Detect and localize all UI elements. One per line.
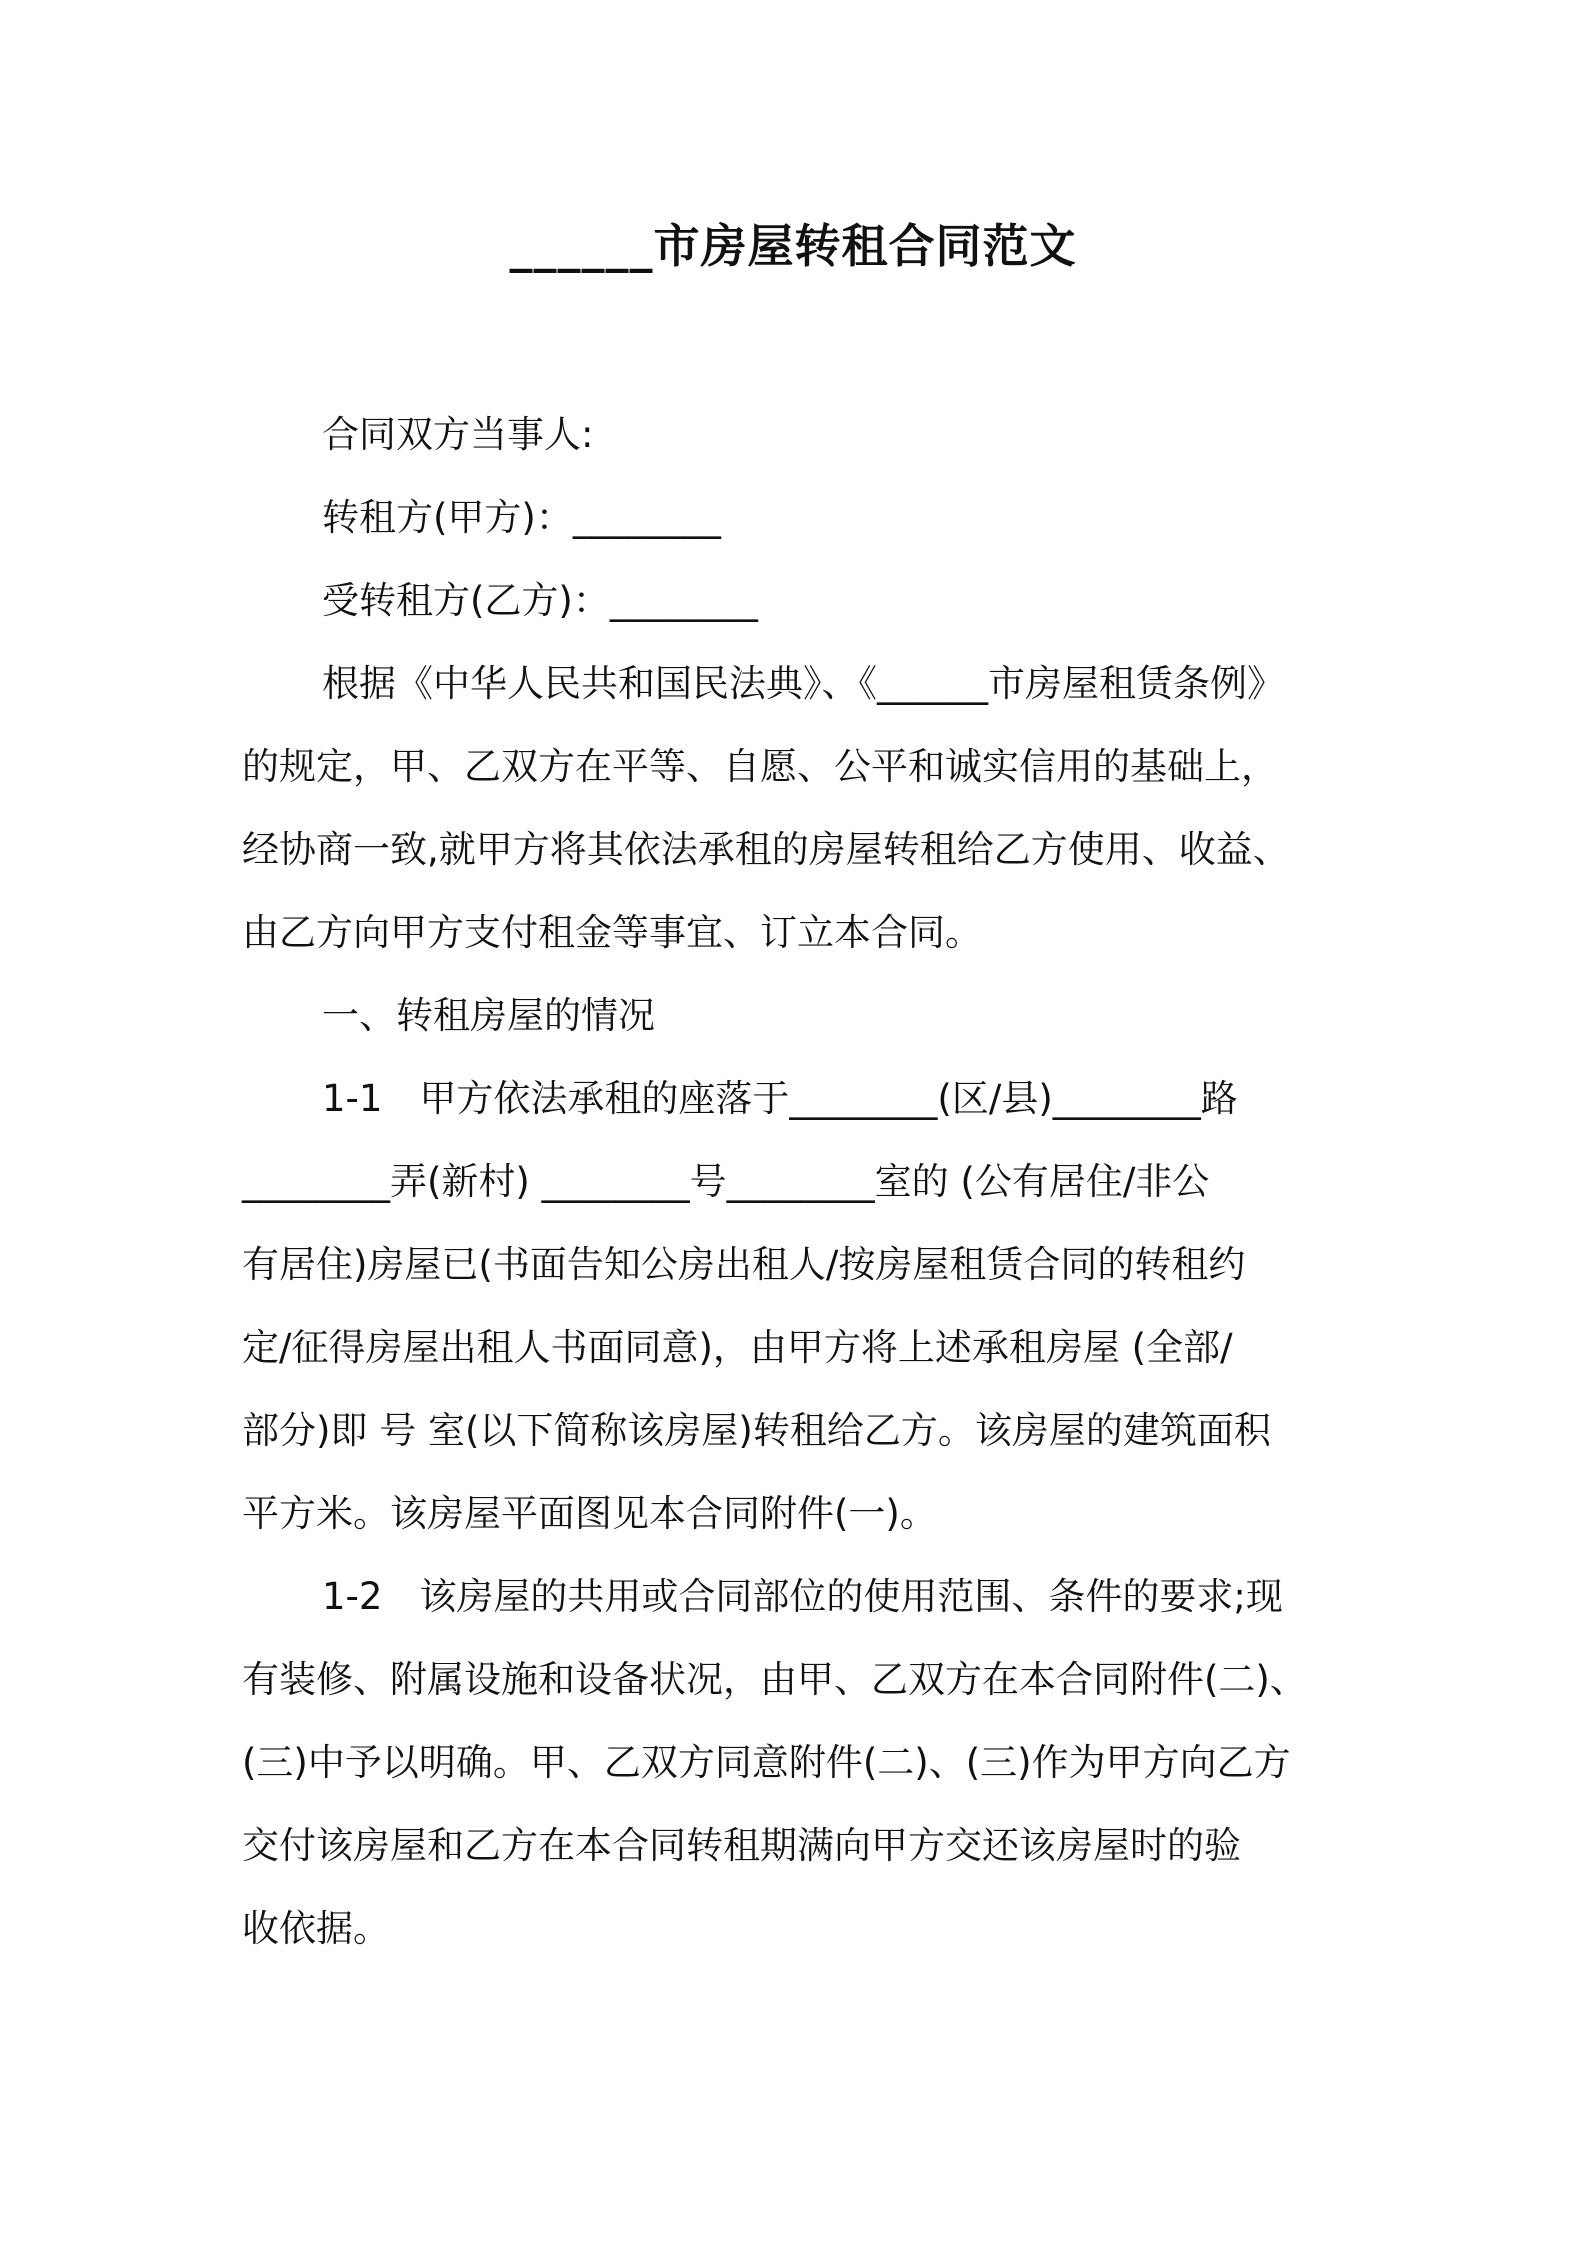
- clause-1-1-line-4: 定/征得房屋出租人书面同意)，由甲方将上述承租房屋 (全部/: [242, 1326, 1233, 1369]
- preamble-line-3: 经协商一致,就甲方将其依法承租的房屋转租给乙方使用、收益、: [242, 828, 1290, 871]
- sublessor-line: 转租方(甲方)：________: [322, 496, 721, 539]
- clause-1-1-line-5: 部分)即 号 室(以下简称该房屋)转租给乙方。该房屋的建筑面积: [242, 1409, 1271, 1452]
- clause-1-2-line-3: (三)中予以明确。甲、乙双方同意附件(二)、(三)作为甲方向乙方: [242, 1741, 1291, 1784]
- clause-1-2-line-4: 交付该房屋和乙方在本合同转租期满向甲方交还该房屋时的验: [242, 1824, 1241, 1867]
- section-1-heading: 一、转租房屋的情况: [322, 994, 655, 1037]
- clause-1-1-line-1: 1-1 甲方依法承租的座落于________(区/县)________路: [322, 1077, 1238, 1120]
- preamble-line-2: 的规定，甲、乙双方在平等、自愿、公平和诚实信用的基础上，: [242, 745, 1278, 788]
- preamble-line-4: 由乙方向甲方支付租金等事宜、订立本合同。: [242, 911, 982, 954]
- clause-1-1-line-2: ________弄(新村) ________号________室的 (公有居住/非公: [242, 1160, 1210, 1203]
- clause-1-2-line-5: 收依据。: [242, 1907, 390, 1950]
- sublessee-line: 受转租方(乙方)：________: [322, 579, 758, 622]
- parties-heading: 合同双方当事人:: [322, 413, 594, 456]
- document-title: ______市房屋转租合同范文: [509, 219, 1077, 273]
- clause-1-2-line-2: 有装修、附属设施和设备状况，由甲、乙双方在本合同附件(二)、: [242, 1658, 1307, 1701]
- preamble-line-1: 根据《中华人民共和国民法典》、《______市房屋租赁条例》: [322, 662, 1284, 705]
- clause-1-1-line-6: 平方米。该房屋平面图见本合同附件(一)。: [242, 1492, 937, 1535]
- clause-1-2-line-1: 1-2 该房屋的共用或合同部位的使用范围、条件的要求;现: [322, 1575, 1283, 1618]
- clause-1-1-line-3: 有居住)房屋已(书面告知公房出租人/按房屋租赁合同的转租约: [242, 1243, 1246, 1286]
